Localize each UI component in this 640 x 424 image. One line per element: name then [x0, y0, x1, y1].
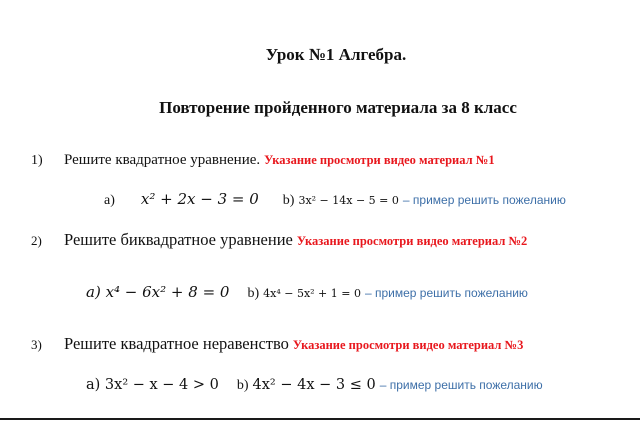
task-2-problems [86, 283, 528, 302]
task-text: Решите квадратное неравенство [64, 334, 289, 353]
problem-a-expression: x² + 2x − 3 = 0 [140, 190, 259, 208]
task-hint: Указание просмотри видео материал №3 [292, 338, 524, 352]
problem-a-expression: a) 3x² − x − 4 > 0 [86, 377, 219, 393]
problem-b-label: b) [236, 378, 249, 393]
problem-b-note: – пример решить пожеланию [364, 286, 528, 300]
task-text: Решите квадратное уравнение. [64, 152, 261, 168]
task-3 [31, 334, 523, 354]
task-1-problems [104, 190, 566, 209]
page-subtitle: Повторение пройденного материала за 8 класс [159, 98, 517, 117]
task-hint: Указание просмотри видео материал №2 [296, 234, 528, 248]
problem-b-expression: 3x² − 14x − 5 = 0 [298, 194, 399, 207]
problem-a-expression: a) x⁴ − 6x² + 8 = 0 [86, 283, 230, 301]
task-number: 1) [31, 153, 43, 168]
problem-b-expression: 4x² − 4x − 3 ≤ 0 [252, 377, 376, 393]
problem-b-note: – пример решить пожеланию [379, 378, 543, 392]
problem-b-label: b) [282, 193, 295, 208]
page-title: Урок №1 Алгебра. [265, 45, 407, 64]
task-hint: Указание просмотри видео материал №1 [264, 153, 495, 167]
task-number: 2) [31, 233, 42, 248]
problem-a-label: a) [104, 193, 115, 208]
task-1 [31, 152, 495, 169]
task-text: Решите биквадратное уравнение [64, 230, 293, 249]
problem-b-note: – пример решить пожеланию [402, 193, 566, 207]
problem-b-expression: 4x⁴ − 5x² + 1 = 0 [263, 287, 361, 300]
problem-b-label: b) [247, 286, 260, 301]
task-3-problems [86, 376, 543, 394]
task-2 [31, 230, 527, 250]
task-number: 3) [31, 337, 42, 352]
bottom-divider [0, 418, 640, 420]
